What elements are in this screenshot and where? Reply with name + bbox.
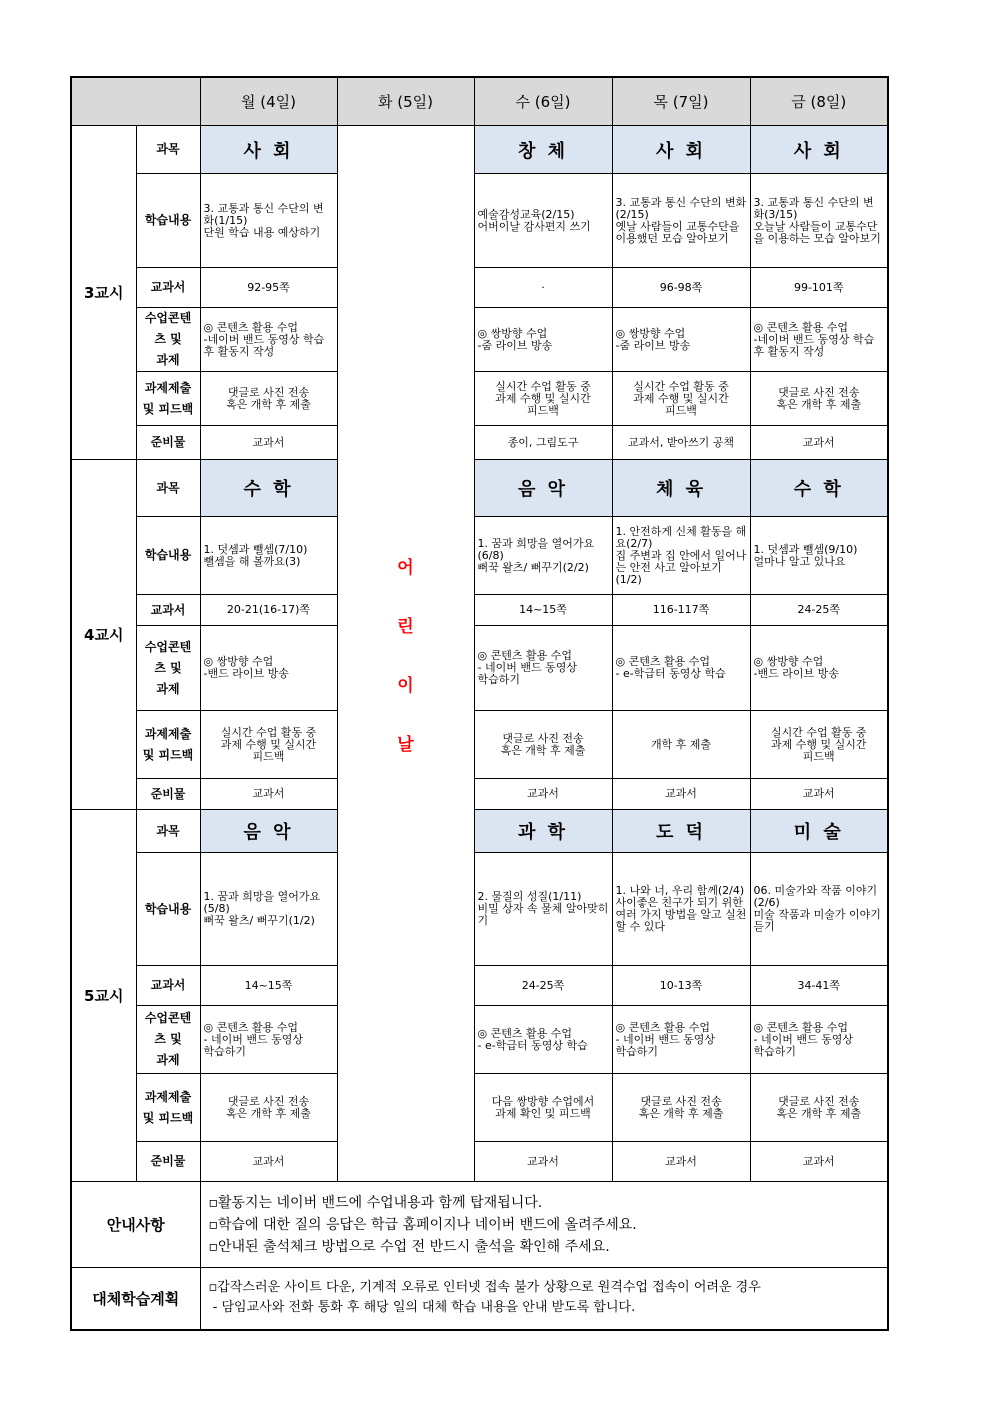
mon-lesson-cell: ◎ 쌍방향 수업 -밴드 라이브 방송: [200, 626, 337, 711]
day-header-mon: 월 (4일): [200, 77, 337, 126]
notice-line: ▫학습에 대한 질의 응답은 학급 홈페이지나 네이버 밴드에 올려주세요.: [208, 1216, 637, 1233]
row-label-textbook: 교과서: [136, 268, 200, 308]
period-5-prep-row: [71, 1142, 888, 1182]
fri-content-cell: 1. 덧셈과 뺄셈(9/10) 얼마나 알고 있나요: [750, 517, 888, 595]
fri-lesson-cell: ◎ 쌍방향 수업 -밴드 라이브 방송: [750, 626, 888, 711]
thu-textbook-cell: 10-13쪽: [612, 966, 750, 1006]
row-label-lesson-line: 수업콘텐: [144, 639, 192, 654]
notice-line: ▫활동지는 네이버 밴드에 수업내용과 함께 탑재됩니다.: [208, 1194, 543, 1211]
fri-textbook-cell: 99-101쪽: [750, 268, 888, 308]
weekly-schedule-table: [70, 76, 889, 1331]
alternative-plan-title: 대체학습계획: [71, 1268, 200, 1330]
row-label-subject: 과목: [136, 126, 200, 174]
row-label-prep: 준비물: [136, 779, 200, 810]
alternative-plan-row: [71, 1268, 888, 1330]
thu-prep-cell: 교과서, 받아쓰기 공책: [612, 426, 750, 460]
period-label: 3교시: [71, 126, 136, 460]
row-label-lesson-line: 츠 및: [154, 1032, 182, 1046]
thu-submit-cell: 댓글로 사진 전송 혹은 개학 후 제출: [612, 1074, 750, 1142]
row-label-submit: [136, 372, 200, 426]
day-header-thu: 목 (7일): [612, 77, 750, 126]
period-4-content-row: [71, 517, 888, 595]
period-4-lesson-row: [71, 626, 888, 711]
period-4-subject-row: [71, 460, 888, 517]
row-label-content: 학습내용: [136, 517, 200, 595]
notice-line: ▫안내된 출석체크 방법으로 수업 전 반드시 출석을 확인해 주세요.: [208, 1238, 610, 1255]
thu-lesson-cell: ◎ 콘텐츠 활용 수업 - 네이버 밴드 동영상 학습하기: [612, 1006, 750, 1074]
wed-lesson-cell: ◎ 콘텐츠 활용 수업 - e-학급터 동영상 학습: [474, 1006, 612, 1074]
period-4-prep-row: [71, 779, 888, 810]
row-label-submit-line: 과제제출: [144, 380, 192, 395]
fri-textbook-cell: 24-25쪽: [750, 595, 888, 626]
header-corner: [71, 77, 200, 126]
period-label: 5교시: [71, 810, 136, 1182]
row-label-lesson-line: 과제: [156, 1053, 180, 1067]
row-label-textbook: 교과서: [136, 966, 200, 1006]
alternative-plan-content: [200, 1268, 888, 1330]
wed-content-cell: 1. 꿈과 희망을 열어가요(6/8) 뻐꾹 왈츠/ 뻐꾸기(2/2): [474, 517, 612, 595]
fri-content-cell: 3. 교통과 통신 수단의 변화(3/15) 오늘날 사람들이 교통수단을 이용하는 모습 알아보기: [750, 174, 888, 268]
wed-subject-cell: 과 학: [474, 810, 612, 853]
wed-submit-cell: 다음 쌍방향 수업에서 과제 확인 및 피드백: [474, 1074, 612, 1142]
notice-row: [71, 1182, 888, 1268]
fri-prep-cell: 교과서: [750, 779, 888, 810]
thu-content-cell: 1. 나와 너, 우리 함께(2/4) 사이좋은 친구가 되기 위한 여러 가지 방법을 알고 실천할 수 있다: [612, 853, 750, 966]
period-5-lesson-row: [71, 1006, 888, 1074]
wed-content-cell: 예술감성교육(2/15) 어버이날 감사편지 쓰기: [474, 174, 612, 268]
tuesday-holiday-cell: [337, 126, 474, 1182]
period-5-submit-row: [71, 1074, 888, 1142]
fri-submit-cell: 댓글로 사진 전송 혹은 개학 후 제출: [750, 1074, 888, 1142]
fri-textbook-cell: 34-41쪽: [750, 966, 888, 1006]
thu-lesson-cell: ◎ 쌍방향 수업 -줌 라이브 방송: [612, 308, 750, 372]
thu-textbook-cell: 116-117쪽: [612, 595, 750, 626]
wed-prep-cell: 교과서: [474, 1142, 612, 1182]
row-label-submit: [136, 711, 200, 779]
row-label-content: 학습내용: [136, 174, 200, 268]
mon-subject-cell: 음 악: [200, 810, 337, 853]
fri-lesson-cell: ◎ 콘텐츠 활용 수업 -네이버 밴드 동영상 학습 후 활동지 작성: [750, 308, 888, 372]
wed-prep-cell: 교과서: [474, 779, 612, 810]
period-4-textbook-row: [71, 595, 888, 626]
row-label-submit-line: 및 피드백: [142, 1110, 194, 1125]
wed-prep-cell: 종이, 그림도구: [474, 426, 612, 460]
row-label-submit-line: 과제제출: [144, 1089, 192, 1104]
header-row: [71, 77, 888, 126]
row-label-subject: 과목: [136, 810, 200, 853]
wed-submit-cell: 실시간 수업 활동 중 과제 수행 및 실시간 피드백: [474, 372, 612, 426]
period-3-content-row: [71, 174, 888, 268]
row-label-lesson: [136, 1006, 200, 1074]
day-header-tue: 화 (5일): [337, 77, 474, 126]
row-label-submit-line: 및 피드백: [142, 747, 194, 762]
day-header-wed: 수 (6일): [474, 77, 612, 126]
fri-content-cell: 06. 미술가와 작품 이야기(2/6) 미술 작품과 미술가 이야기 듣기: [750, 853, 888, 966]
row-label-lesson-line: 츠 및: [154, 660, 182, 675]
mon-textbook-cell: 20-21(16-17)쪽: [200, 595, 337, 626]
thu-subject-cell: 체 육: [612, 460, 750, 517]
row-label-prep: 준비물: [136, 426, 200, 460]
alternative-plan-line: ▫갑작스러운 사이트 다운, 기계적 오류로 인터넷 접속 불가 상황으로 원격수업 접속이 어려운 경우: [208, 1280, 761, 1296]
period-3-lesson-row: [71, 308, 888, 372]
period-3-prep-row: [71, 426, 888, 460]
thu-lesson-cell: ◎ 콘텐츠 활용 수업 - e-학급터 동영상 학습: [612, 626, 750, 711]
wed-lesson-cell: ◎ 쌍방향 수업 -줌 라이브 방송: [474, 308, 612, 372]
wed-textbook-cell: ·: [474, 268, 612, 308]
mon-submit-cell: 실시간 수업 활동 중 과제 수행 및 실시간 피드백: [200, 711, 337, 779]
fri-submit-cell: 실시간 수업 활동 중 과제 수행 및 실시간 피드백: [750, 711, 888, 779]
mon-subject-cell: 수 학: [200, 460, 337, 517]
wed-lesson-cell: ◎ 콘텐츠 활용 수업 - 네이버 밴드 동영상 학습하기: [474, 626, 612, 711]
mon-content-cell: 1. 꿈과 희망을 열어가요(5/8) 뻐꾹 왈츠/ 뻐꾸기(1/2): [200, 853, 337, 966]
notice-content: [200, 1182, 888, 1268]
fri-subject-cell: 미 술: [750, 810, 888, 853]
alternative-plan-line: - 담임교사와 전화 통화 후 해당 일의 대체 학습 내용을 안내 받도록 합니다.: [208, 1300, 636, 1316]
row-label-lesson-line: 수업콘텐: [144, 1011, 192, 1025]
thu-prep-cell: 교과서: [612, 779, 750, 810]
period-label: 4교시: [71, 460, 136, 810]
thu-subject-cell: 도 덕: [612, 810, 750, 853]
notice-title: 안내사항: [71, 1182, 200, 1268]
mon-subject-cell: 사 회: [200, 126, 337, 174]
row-label-lesson-line: 과제: [156, 353, 180, 367]
mon-prep-cell: 교과서: [200, 779, 337, 810]
holiday-char: 날: [397, 734, 414, 755]
thu-textbook-cell: 96-98쪽: [612, 268, 750, 308]
wed-subject-cell: 음 악: [474, 460, 612, 517]
row-label-lesson: [136, 626, 200, 711]
row-label-subject: 과목: [136, 460, 200, 517]
row-label-lesson: [136, 308, 200, 372]
thu-content-cell: 1. 안전하게 신체 활동을 해요(2/7) 집 주변과 집 안에서 일어나는 안전 사고 알아보기 (1/2): [612, 517, 750, 595]
row-label-prep: 준비물: [136, 1142, 200, 1182]
fri-subject-cell: 수 학: [750, 460, 888, 517]
wed-textbook-cell: 14~15쪽: [474, 595, 612, 626]
fri-prep-cell: 교과서: [750, 426, 888, 460]
thu-submit-cell: 실시간 수업 활동 중 과제 수행 및 실시간 피드백: [612, 372, 750, 426]
period-3-subject-row: [71, 126, 888, 174]
mon-content-cell: 3. 교통과 통신 수단의 변화(1/15) 단원 학습 내용 예상하기: [200, 174, 337, 268]
thu-content-cell: 3. 교통과 통신 수단의 변화(2/15) 옛날 사람들이 교통수단을 이용했던 모습 알아보기: [612, 174, 750, 268]
mon-submit-cell: 댓글로 사진 전송 혹은 개학 후 제출: [200, 1074, 337, 1142]
row-label-lesson-line: 수업콘텐: [144, 311, 192, 325]
thu-prep-cell: 교과서: [612, 1142, 750, 1182]
period-5-content-row: [71, 853, 888, 966]
mon-lesson-cell: ◎ 콘텐츠 활용 수업 -네이버 밴드 동영상 학습 후 활동지 작성: [200, 308, 337, 372]
mon-lesson-cell: ◎ 콘텐츠 활용 수업 - 네이버 밴드 동영상 학습하기: [200, 1006, 337, 1074]
wed-submit-cell: 댓글로 사진 전송 혹은 개학 후 제출: [474, 711, 612, 779]
mon-prep-cell: 교과서: [200, 1142, 337, 1182]
mon-submit-cell: 댓글로 사진 전송 혹은 개학 후 제출: [200, 372, 337, 426]
mon-textbook-cell: 92-95쪽: [200, 268, 337, 308]
thu-submit-cell: 개학 후 제출: [612, 711, 750, 779]
fri-prep-cell: 교과서: [750, 1142, 888, 1182]
thu-subject-cell: 사 회: [612, 126, 750, 174]
holiday-char: 린: [397, 616, 414, 637]
mon-prep-cell: 교과서: [200, 426, 337, 460]
wed-subject-cell: 창 체: [474, 126, 612, 174]
mon-textbook-cell: 14~15쪽: [200, 966, 337, 1006]
row-label-submit-line: 과제제출: [144, 726, 192, 741]
fri-lesson-cell: ◎ 콘텐츠 활용 수업 - 네이버 밴드 동영상 학습하기: [750, 1006, 888, 1074]
row-label-submit-line: 및 피드백: [142, 401, 194, 416]
row-label-content: 학습내용: [136, 853, 200, 966]
period-5-textbook-row: [71, 966, 888, 1006]
fri-subject-cell: 사 회: [750, 126, 888, 174]
day-header-fri: 금 (8일): [750, 77, 888, 126]
row-label-submit: [136, 1074, 200, 1142]
mon-content-cell: 1. 덧셈과 뺄셈(7/10) 뺄셈을 해 볼까요(3): [200, 517, 337, 595]
period-5-subject-row: [71, 810, 888, 853]
row-label-lesson-line: 과제: [156, 681, 180, 696]
period-3-submit-row: [71, 372, 888, 426]
period-4-submit-row: [71, 711, 888, 779]
period-3-textbook-row: [71, 268, 888, 308]
holiday-char: 어: [397, 557, 414, 578]
wed-content-cell: 2. 물질의 성질(1/11) 비밀 상자 속 물체 알아맞히기: [474, 853, 612, 966]
holiday-char: 이: [397, 675, 414, 696]
row-label-textbook: 교과서: [136, 595, 200, 626]
row-label-lesson-line: 츠 및: [154, 332, 182, 346]
wed-textbook-cell: 24-25쪽: [474, 966, 612, 1006]
fri-submit-cell: 댓글로 사진 전송 혹은 개학 후 제출: [750, 372, 888, 426]
